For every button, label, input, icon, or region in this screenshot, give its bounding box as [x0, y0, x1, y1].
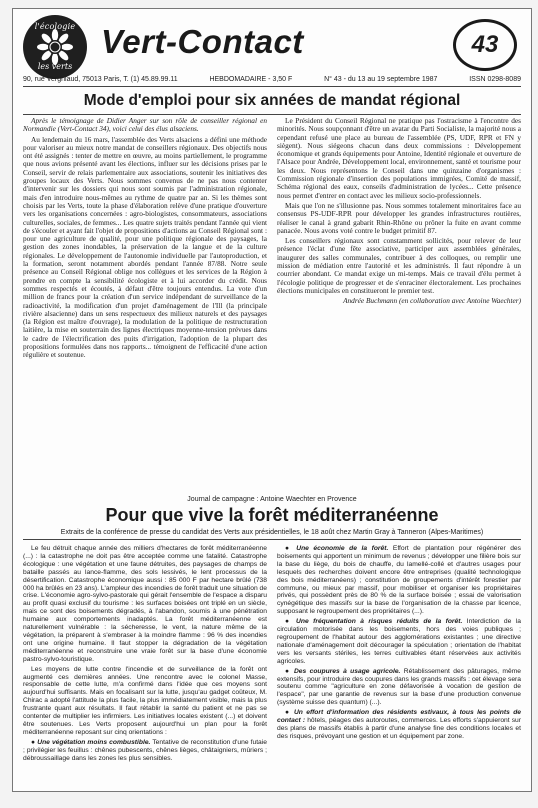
article2-paragraph: Les moyens de lutte contre l'incendie et de surveillance de la forêt ont augmenté ces dernières années. Une rencontre avec le colonel Masse, responsable de cette lutte, m'a confirmé dans l'idée que ces moyens sont aujourd'hui suffisants. Mais en focalisant sur la lutte, jusqu'au gadget coûteux, M. Chirac a adopté l'attitude la plus facile, la plus immédiatement visible, mais la plus frustrante quant aux résultats. Il faut rétablir la santé du patient et ne pas se contenter de multiplier les infirmiers. Les initiatives locales existent (...) et doivent être soutenues. Les Verts proposent aujourd'hui un plan pour la forêt méditerranéenne reposant sur cinq orientations :	[23, 665, 267, 736]
issn: ISSN 0298-8089	[469, 76, 521, 83]
masthead-title: Vert-Contact	[101, 23, 304, 60]
bullet-label: Une végétation moins combustible.	[37, 738, 151, 746]
article1-paragraph: Le Président du Conseil Régional ne pratique pas l'ostracisme à l'encontre des minorités. Nous soupçonnant d'être un avatar du Parti Socialiste, la majorité nous a cependant refusé une place au bureau de l'assemblée (PS, UDF, RPR et FN y siègent). Nous siégeons chacun dans deux commissions : Développement économique et grands équipements pour Antoine, Identité régionale et ouverture de l'Alsace pour Andrée, Développement local, environnement, santé et tourisme pour les deux. Nous représentons le Conseil dans une quinzaine d'organismes : Commission régionale d'insertion des populations immigrées, Comité de massif, Schéma régional des eaux, conseils d'administration de lycées... Cette présence nous permet d'entrer en contact avec les milieux socio-professionnels.	[277, 117, 521, 200]
article2-body	[23, 545, 521, 789]
bullet-label: Un effort d'information des résidents estivaux, à tous les points de contact :	[277, 709, 521, 725]
article2-paragraph: Le feu détruit chaque année des milliers d'hectares de forêt méditerranéenne (...) : la catastrophe ne doit pas être acceptée comme une fatalité. Catastrophe écologique : une végétation et une faune détruites, des paysages de champs de bataille passés au lance-flamme, des sols lessivés, le lent processus de la désertification. Catastrophe économique aussi : 85 000 F par hectare brûlé (738 000 ha brûlés en 23 ans). L'ampleur des incendies de forêt traduit une situation de crise. L'économie agro-sylvo-pastorale qui gérait l'ensemble de l'espace a disparu au profit quasi exclusif du tourisme : les surfaces boisées ont triplé en un siècle, mais ce sont des boisements dégradés, à l'abandon, soumis à une pénétration humaine aux comportements inadaptés. La forêt méditerranéenne est naturellement vulnérable : la sécheresse, le vent, la nature même de la végétation, la préparent à s'embraser à la moindre flamme : 96 % des incendies ont une origine humaine. Il faut stopper la dégradation de la végétation méditerranéenne et reconstruire une vraie forêt sur la base d'une économie pastro-sylvo-touristique.	[23, 545, 267, 663]
article2-column-right	[277, 545, 521, 789]
article1-column-left	[23, 117, 267, 489]
newspaper-page	[12, 8, 532, 792]
article1-title: Mode d'emploi pour six années de mandat régional	[23, 92, 521, 115]
article2-bullet: ● Des coupures à usage agricole. Rétablissement des pâturages, même extensifs, pour introduire des coupures dans les grands massifs : cet élevage sera soutenu comme "agriculture en zone défavorisée à vocation de gestion de l'espace", par une garantie de revenus sur la base d'une production convenue (système suisse des quantum) (...).	[277, 667, 521, 707]
article2-column-left	[23, 545, 267, 789]
bullet-text: Interdiction de la circulation motorisée dans les boisements, hors des voies publiques ; regroupement de l'habitat autour des agglomérations existantes ; une directive nationale d'aménagement doit décourager la spéculation ; orientation de l'habitat vers les versants stériles, les terres cultivables étant réservées aux activités agricoles.	[277, 618, 521, 665]
issue-number-badge: 43	[453, 19, 517, 71]
bullet-label: Une économie de la forêt.	[296, 545, 389, 552]
address: 90, rue Vergniaud, 75013 Paris, T. (1) 45.89.99.11	[23, 76, 178, 83]
article2-bullet: ● Une végétation moins combustible. Tentative de reconstitution d'une futaie ; privilégier les feuillus : chênes pubescents, chênes lièges, châtaigniers, mûriers ; débroussaillage dans les zones les plus sensibles.	[23, 738, 267, 762]
bullet-text: Effort de plantation pour régénérer des boisements qui apportent un minimum de revenus ; développer une filière bois sur la base du liège, du bois de chauffe, du lamellé-collé et d'autres usages pour lesquels des recherches doivent encore être entreprises (qualité technologique des bois méditerranéens) ; constitution de groupements d'intérêt forestier par commune, ou mieux par massif, pour mobiliser et organiser les propriétaires privés, qui possèdent près de 80 % de la surface boisée ; essai de valorisation cynégétique des massifs sur la base de l'organisation de la chasse par licence, supposant le regroupement des propriétaires (...).	[277, 545, 521, 616]
bullet-text: hôtels, péages des autoroutes, commerces. Les efforts s'appuieront sur des plans de massifs établis à partir d'une analyse fine des conditions locales et des risques, prévoyant une gestion et un équipement par zone.	[277, 717, 521, 740]
periodicity: HEBDOMADAIRE - 3,50 F	[209, 76, 293, 83]
issue-dates: N° 43 - du 13 au 19 septembre 1987	[324, 76, 438, 83]
article1-paragraph: Mais que l'on ne s'illusionne pas. Nous sommes totalement minoritaires face au consensus PS-UDF-RPR pour développer les grandes infrastructures routières, réaliser le canal à grand gabarit Rhin-Rhône ou prôner la fuite en avant comme panacée. Nous avons voté contre le budget primitif 87.	[277, 200, 521, 235]
article1-column-right	[277, 117, 521, 489]
bullet-text: Rétablissement des pâturages, même extensifs, pour introduire des coupures dans les grands massifs : cet élevage sera soutenu comme "agriculture en zone défavorisée à vocation de gestion de l'espace", par une garantie de revenus sur la base d'une production convenue (système suisse des quantum) (...).	[277, 667, 521, 707]
bullet-label: Des coupures à usage agricole.	[293, 667, 401, 675]
logo-bottom-text: les verts	[37, 62, 73, 71]
article1-body	[23, 117, 521, 489]
info-bar	[23, 76, 521, 87]
logo	[23, 15, 87, 79]
article1-chapo: Après le témoignage de Didier Anger sur son rôle de conseiller régional en Normandie (Vert-Contact 34), voici celui des élus alsaciens.	[23, 117, 267, 134]
article2-title: Pour que vive la forêt méditerranéenne	[105, 505, 439, 525]
article2-bullet: ● Une fréquentation à risques réduits de la forêt. Interdiction de la circulation motorisée dans les boisements, hors des voies publiques ; regroupement de l'habitat autour des agglomérations existantes ; une directive nationale d'aménagement doit décourager la spéculation ; orientation de l'habitat vers les versants stériles, les terres cultivables étant réservées aux activités agricoles.	[277, 618, 521, 665]
article2-bullet: ● Une économie de la forêt. Effort de plantation pour régénérer des boisements qui apportent un minimum de revenus ; développer une filière bois sur la base du liège, du bois de chauffe, du lamellé-collé et d'autres usages pour lesquels des recherches doivent encore être entreprises (qualité technologique des bois méditerranéens) ; constitution de groupements d'intérêt forestier par commune, ou mieux par massif, pour mobiliser et organiser les propriétaires privés, qui possèdent près de 80 % de la surface boisée ; essai de valorisation cynégétique des massifs sur la base de l'organisation de la chasse par licence, supposant le regroupement des propriétaires (...).	[277, 545, 521, 616]
article1-signature: Andrée Buchmann (en collaboration avec Antoine Waechter)	[343, 296, 521, 306]
article1-paragraph: Les conseillers régionaux sont constamment sollicités, pour relever de leur présence l'éclat d'une fête associative, participer aux assemblées générales, inaugurer des salles communales, contribuer à des colloques, ou remplir une mission de médiation entre l'autorité et les administrés. Il faut répondre à un courrier abondant. Ce mandat exige un mi-temps. Mais ce travail d'élu permet à l'écologie politique de progresser et de s'enraciner électoralement. Les prochaines élections municipales en constitueront le premier test.	[277, 236, 521, 295]
article1-paragraph: Au lendemain du 16 mars, l'assemblée des Verts alsaciens a défini une méthode pour valoriser au mieux notre mandat de conseillers régionaux. Des objectifs nous ont été assignés : tenter de mettre en œuvre, au moins partiellement, le programme que nous avions présenté avant les élections, influer sur les décisions prises par le Conseil, servir de relais parlementaire aux associations, soutenir les initiatives des groupes locaux des Verts. Nous sommes convenus de ne pas nous contenter d'intervenir sur les dossiers qui nous sont soumis par l'administration régionale, mais d'en introduire nous-mêmes au rythme de quatre par an. Si les thèmes sont choisis par les Verts, toute la phase d'élaboration relève d'une pratique d'ouverture vers les organisations concernées : agro-biologistes, consommateurs, associations culturelles, sociales, de femmes... Les quatre sujets traités pendant l'année qui vient de s'écouler et ayant fait l'objet de propositions d'actions au Conseil Régional sont : pour une agriculture de qualité, pour une politique régionale des paysages, la gestion des zones inondables, la préservation de la langue et de la culture régionales. Le développement de l'autonomie individuelle par l'autoproduction, et la formation, seront notamment abordés pendant l'année 87/88. Notre seule présence au Conseil Régional oblige nos collègues et les services de la Région à prendre en compte la sensibilité écologiste et à lui accorder du crédit. Nous sommes respectés et écoutés, à défaut d'être toujours entendus. La vote d'un million de francs pour la création d'un service indépendant de surveillance de la radioactivité, la modification d'un projet d'aménagement de l'Ill (la principale rivière alsacienne) dans un sens respectueux des milieux naturels et des paysages (la Région est maître d'ouvrage), la modulation de la politique de restructuration laitière, la mise en souterrain des lignes électriques moyenne-tension prévues dans le cadre de l'électrification des puits d'irrigation, l'adoption de la plupart des propositions formulées dans nos rapports... témoignent de l'efficacité d'une action régulière et soutenue.	[23, 134, 267, 360]
bullet-text: Tentative de reconstitution d'une futaie ; privilégier les feuillus : chênes pubescents, chênes lièges, châtaigniers, mûriers ; débroussaillage dans les zones les plus sensibles.	[23, 738, 267, 762]
article2-kicker: Journal de campagne : Antoine Waechter en Provence	[187, 496, 357, 503]
logo-top-text: l'écologie	[34, 22, 76, 31]
article2-bullet: ● Un effort d'information des résidents estivaux, à tous les points de contact : hôtels, péages des autoroutes, commerces. Les efforts s'appuieront sur des plans de massifs établis à partir d'une analyse fine des conditions locales et des risques, prévoyant une gestion et un équipement par zone.	[277, 709, 521, 740]
article2-chapo: Extraits de la conférence de presse du candidat des Verts aux présidentielles, le 18 août chez Martin Gray à Tanneron (Alpes-Maritimes)	[23, 529, 521, 540]
bullet-label: Une fréquentation à risques réduits de la forêt.	[296, 618, 463, 626]
